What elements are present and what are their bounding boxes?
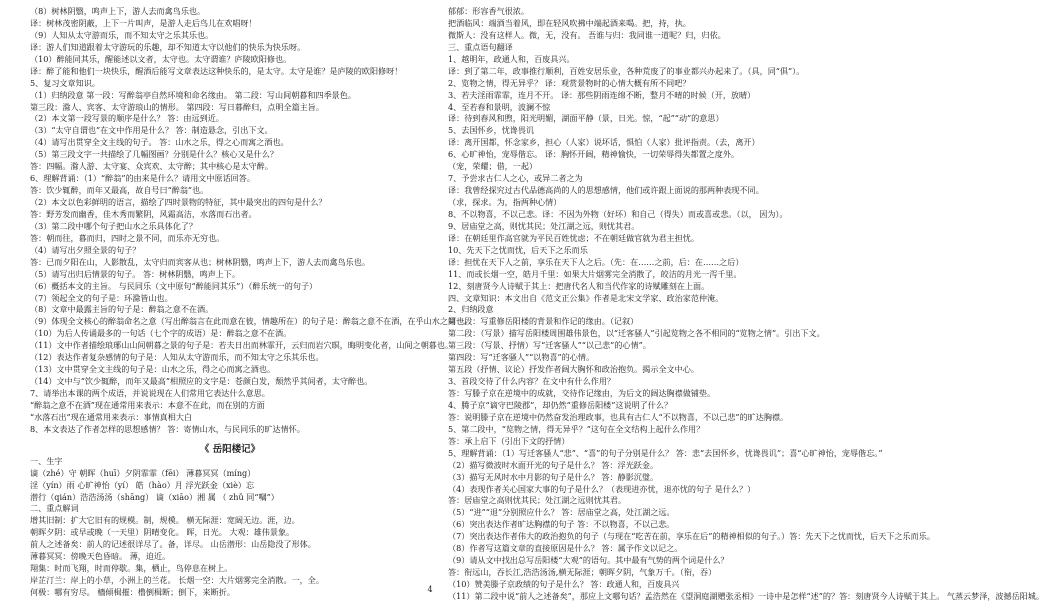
right-text (448, 6, 1044, 603)
page-number: 4 (427, 585, 433, 594)
text-line: （14）文中与“饮少辄醉，而年又最高”相照应的文字是：苍颜白发，颓然乎其间者，太守醉也。 (30, 376, 373, 387)
text-line: 译：待到春风和煦，阳光明媚，湖面平静（景，日光。惊，“起”“动”的意思） (448, 113, 724, 124)
text-line: 1、越明年，政通人和，百废具兴。 (448, 53, 575, 64)
text-line: 答：已而夕阳在山，人影散乱，太守归而宾客从也；树林阴翳，鸣声上下，游人去而禽鸟乐也。 (30, 256, 370, 267)
text-line: 淫（yín）雨 心旷神怡（yí） 皓（hào）月 浮光跃金（xiè）忘 (30, 479, 255, 490)
text-line: 薄暮冥冥：傍晚天色昏暗。 薄，迫近。 (30, 551, 171, 562)
text-line: 8、本文表达了作者怎样的思想感情？ 答：寄情山水，与民同乐的旷达情怀。 (30, 423, 305, 434)
text-line: 翔集：时而飞翔，时而停歇。集，栖止，鸟停息在树上。 (30, 563, 233, 574)
left-bottom-text (30, 456, 430, 599)
text-line: 5、理解背诵：（1）写迁客骚人“悲”、“喜”的句子分别是什么？ 答：悲“去国怀乡，忧谗畏讥”；喜“心旷神怡，宠辱偕忘。” (448, 447, 883, 458)
text-line: 2、归纳段意 (448, 304, 494, 315)
text-line: 译：担忧在天下人之前，享乐在天下人之后。（先：在……之前，后：在……之后） (448, 256, 744, 267)
text-line: 答：衔远山，吞长江,浩浩汤汤,横无际涯；朝晖夕阴，气象万千。（衔，吞） (448, 567, 717, 578)
text-line: （4）请写出贯穿全文主线的句子。 答：山水之乐，得之心而寓之酒也。 (30, 137, 289, 148)
text-line: 6、理解背诵：（1）“醉翁”的由来是什么？请用文中原话回答。 (30, 173, 255, 184)
text-line: 潜行（qián）浩浩汤汤（shāng） 谪（xiāo）湘 属 （ zhǔ 同“嘱”） (30, 491, 279, 502)
text-line: （4）表现作者关心国家大事的句子是什么？（表现进亦忧，退亦忧的句子 是什么？） (448, 483, 756, 494)
section-gap (30, 436, 430, 444)
text-line: 译：我曾经探究过古代品德高尚的人的思想感情，他们或许跟上面说的那两种表现不同。 (448, 185, 764, 196)
text-line: （2）描写微波时水面开光的句子是什么？ 答：浮光跃金。 (448, 459, 659, 470)
text-line: 12、刻唐贤今人诗赋于其上：把唐代名人和当代作家的诗赋雕刻在上面。 (448, 280, 710, 291)
text-line: 6、心旷神怡，宠辱偕忘。 译：胸怀开阔，精神愉快，一切荣辱得失都置之度外。 (448, 149, 740, 160)
text-line: （求，探求。为，指两种心情） (448, 197, 562, 207)
text-line: （3）第二段中哪个句子把山水之乐具体化了？ (30, 220, 198, 231)
text-line: 四、文章知识：本文出自《范文正公集》作者是北宋文学家、政治家范仲淹。 (448, 292, 724, 303)
text-line: 7、予尝求古仁人之心，或异二者之为 (448, 173, 583, 184)
text-line: （5）请写出归后情景的句子。 答：树林阴翳，鸣声上下。 (30, 268, 241, 279)
text-line: 答：朝而往，暮而归，四时之景不同，而乐亦无穷也。 (30, 232, 225, 243)
text-line: 把酒临风：端酒当着风，即在轻风吹拂中端起酒来喝。把，持，执。 (448, 17, 691, 28)
text-line: 译：树林茂密阴蔽，上下一片叫声，是游人走后鸟儿在欢唱呀！ (30, 17, 257, 28)
text-line: 4、腾子京“谪守巴陵郡”，却仍然“重修岳阳楼”这说明了什么？ (448, 399, 673, 410)
text-line: 第三段：滁人、宾客、太守游琅山的情形。 第四段：写日暮醉归，点明全篇主旨。 (30, 101, 324, 112)
text-line: （9）体现全文核心的醉翁命名之意（写出醉翁言在此而意在彼，情趣所在）的句子是：醉翁之意不在酒，在乎山水之间也。 (30, 316, 473, 327)
text-line: 增其旧制：扩大它旧有的规模。制，规模。 横无际涯：宽阔无边。涯，边。 (30, 515, 300, 526)
text-line: （7）领起全文的句子是：环滁皆山也。 (30, 292, 173, 303)
text-line: （11）文中作者描绘琅琊山山间朝暮之景的句子是：若夫日出而林霏开，云归而岩穴暝，晦明变化者，山间之朝暮也。 (30, 340, 454, 351)
text-line: （8）作者写这篇文章的直接原因是什么？ 答：属予作文以记之。 (448, 543, 683, 554)
text-line: 9、居庙堂之高，则忧其民；处江湖之远，则忧其君。 (448, 220, 640, 231)
text-line: 译：在朝廷里作高官就为平民百姓忧虑；不在朝廷做官就为君主担忧。 (448, 232, 699, 243)
text-line: “醉翁之意不在酒”现在通常用来表示：本意不在此，而在别的方面 (30, 399, 265, 410)
text-line: 微斯人：没有这样人。微，无，没有。 吾谁与归：我同谁一道呢？归，归依。 (448, 29, 726, 40)
text-line: 一、生字 (30, 455, 63, 466)
text-line: （13）文中贯穿全文主线的句子是：山水之乐，得之心而寓之酒也。 (30, 364, 276, 375)
text-line: 第一段：写重修岳阳楼的背景和作记的缘由。（记叙） (448, 316, 639, 327)
text-line: 谪（zhé）守 朝晖（huī）夕阴霏霏（fēi） 薄暮冥冥（míng） (30, 467, 256, 478)
text-line: （10）为后人传诵最多的一句话（七个字的成语）是：醉翁之意不在酒。 (30, 328, 292, 339)
text-line: 答：写滕子京在逆境中的成就，交待作记缘由，为后文的阔达胸襟做铺垫。 (448, 388, 716, 398)
text-line: 前人之述备矣：前人的记述很详尽了。备，详尽。 山岳潜形：山岳隐没了形体。 (30, 539, 316, 550)
text-line: 5、去国怀乡，忧谗畏讥 (448, 125, 535, 136)
text-line: （8）树林阴翳，鸣声上下，游人去而禽鸟乐也。 (30, 6, 206, 16)
text-line: （5）第三段文字一共描绘了几幅图画？分别是什么？核心又是什么？ (30, 149, 278, 160)
text-line: 译：游人们知道跟着太守游玩的乐趣，却不知道太守以他们的快乐为快乐呀。 (30, 41, 306, 52)
text-line: （3）描写无风时水中月影的句子是什么？ 答：静影沉璧。 (448, 471, 659, 482)
text-line: （2）本文第一段写景的顺序是什么？ 答：由远到近。 (30, 113, 224, 124)
text-line: （2）本文以色彩鲜明的语言，描绘了四时景物的特征，其中最突出的四句是什么？ (30, 197, 327, 207)
text-line: 答：说明滕子京在逆境中仍然奋发治理政事，也具有古仁人“不以物喜，不以己悲”的旷达胸襟。 (448, 411, 789, 422)
text-line: （8）文章中最露主旨的句子是：醉翁之意不在酒。 (30, 304, 214, 315)
article-title: 《 岳阳楼记》 (199, 443, 261, 455)
text-line: 5、第二段中，“览物之情，得无异乎？”这句在全文结构上起什么作用？ (448, 423, 705, 434)
text-line: （12）表达作者复杂感情的句子是：人知从太守游而乐，而不知太守之乐其乐也。 (30, 352, 324, 363)
text-line: 何极：哪有穷尽。 檣傾楫摧：橹倒楫断；倒下，来断折。 (30, 587, 235, 597)
text-line: 第五段（抒情、议论）抒发作者阔大胸怀和政治抱负。揭示全文中心。 (448, 364, 699, 375)
text-line: （1）归纳段意 第一段：写醉翁亭自然环境和命名缘由。 第二段：写山间朝暮和四季景色。 (30, 89, 356, 100)
text-line: 4、至若春和景明，波澜不惊 (448, 101, 551, 112)
text-line: （3）“太守自谓也”在文中作用是什么？ 答：制造悬念，引出下文。 (30, 125, 273, 136)
text-line: 答：承上启下（引出下文的抒情） (448, 435, 570, 446)
text-line: （10）醉能同其乐，醒能述以文者，太守也。太守谓谁？庐陵欧阳修也。 (30, 53, 292, 64)
text-line: 岸芷汀兰：岸上的小草，小洲上的兰花。 长烟一空：大片烟雾完全消散。一，全。 (30, 575, 324, 586)
text-line: （宠，荣耀；借，一起） (448, 161, 538, 172)
text-line: 第四段：写“迁客骚人”“以物喜”的心情。 (448, 352, 595, 363)
text-line: （5）“进”“退”分别照应什么？ 答：居庙堂之高，处江湖之远。 (448, 507, 675, 518)
text-line: 二、重点解词 (30, 503, 79, 514)
text-line: （9）请从文中找出总写岳阳楼“大观”的语句。其中最有气势的两个词是什么？ (448, 555, 729, 566)
text-line: 答：四幅。滁人游、太守宴、众宾欢、太守醉；其中核心是太守醉。 (30, 161, 273, 172)
text-line: 8、不以物喜，不以己悲。译：不因为外物（好坏）和自己（得失）而或喜或悲。（以， 因为）。 (448, 208, 788, 219)
text-line: 7、请举出本课的两个成语，并说说现在人们常用它表达什么意思。 (30, 388, 270, 398)
text-line: 答：居庙堂之高则忧其民；处江湖之远则忧其君。 (448, 495, 627, 506)
text-line: （11）第二段中说“前人之述备矣”，那应上文哪句话？孟浩然在《望洞庭湖赠张丞相》一诗中是怎样“述”的？答：刻唐贤今人诗赋于其上。 气蒸云梦泽，波撼岳阳城。 (448, 590, 1044, 601)
text-line: 译：到了第二年，政事推行顺利，百姓安居乐业，各种荒废了的事业都兴办起来了。（具，同“俱”）。 (448, 65, 805, 76)
text-line: 郁郁：形容香气很浓。 (448, 6, 529, 16)
text-line: （10）赞美滕子京政绩的句子是什么？ 答：政通人和，百废具兴 (448, 579, 680, 589)
text-line: 三、重点语句翻译 (448, 41, 513, 52)
right-column (448, 6, 1044, 603)
text-line: 11、而或长烟一空，皓月千里：如果大片烟雾完全消散了，皎洁的月光一泻千里。 (448, 268, 742, 279)
text-line: 答：野芳发而幽香，佳木秀而繁阴，风霜高洁，水落而石出者。 (30, 208, 257, 219)
text-line: （6）突出表达作者旷达胸襟的句子 答：不以物喜，不以己悲。 (448, 519, 675, 530)
text-line: 译：离开国都，怀念家乡，担心（人家）说坏话，惧怕（人家）批评指责。（去，离开） (448, 137, 760, 148)
text-line: （4）请写出夕照全景的句子？ (30, 244, 141, 255)
text-line: 10、先天下之忧而忧，后天下之乐而乐 (448, 244, 588, 255)
text-line: 译：醉了能和他们一块快乐，醒酒后能写文章表达这种快乐的，是太守。太守是谁？是庐陵的欧阳修呀！ (30, 65, 403, 76)
text-line: 朝晖夕阴：或早或晚（一天里）阴晴变化。 晖，日光。 大观：雄伟景象。 (30, 527, 295, 538)
text-line: （6）概括本文的主旨。 与民同乐（文中原句“醉能同其乐”）（醉乐统一的句子） (30, 280, 318, 291)
text-line: “水落石出”现在通常用来表示：事情真相大白 (30, 411, 193, 422)
text-line: 第三段：（写景、抒情）写“迁客骚人”“以己悲”的心情”。 (448, 340, 651, 351)
text-line: （7）突出表达作者伟大的政治抱负的句子（与现在“吃苦在前，享乐在后”的精神相似的句子。）答：先天下之忧而忧，后天下之乐而乐。 (448, 531, 935, 542)
text-line: （9）人知从太守游而乐，而不知太守之乐其乐也。 (30, 29, 214, 40)
text-line: 2、览物之情，得无异乎？ 译：观赏景物时的心情大概有所不同吧？ (448, 77, 691, 88)
text-line: 第二段：（写景）描写岳阳楼周围雄伟景色，以“迁客骚人”引起览物之各不相同的“览物之情”。引出下文。 (448, 328, 825, 339)
text-line: 3、若夫淫雨霏霏，连月不开。 译：那些阴雨连绵不断，整月不晴的时候（开，放晴） (448, 89, 756, 100)
text-line: 5、复习文章知识。 (30, 77, 100, 88)
text-line: 答：饮少辄醉，而年又最高，故自号曰“醉翁”也。 (30, 185, 209, 196)
text-line: 3、首段交待了什么内容？在文中有什么作用？ (448, 376, 616, 387)
